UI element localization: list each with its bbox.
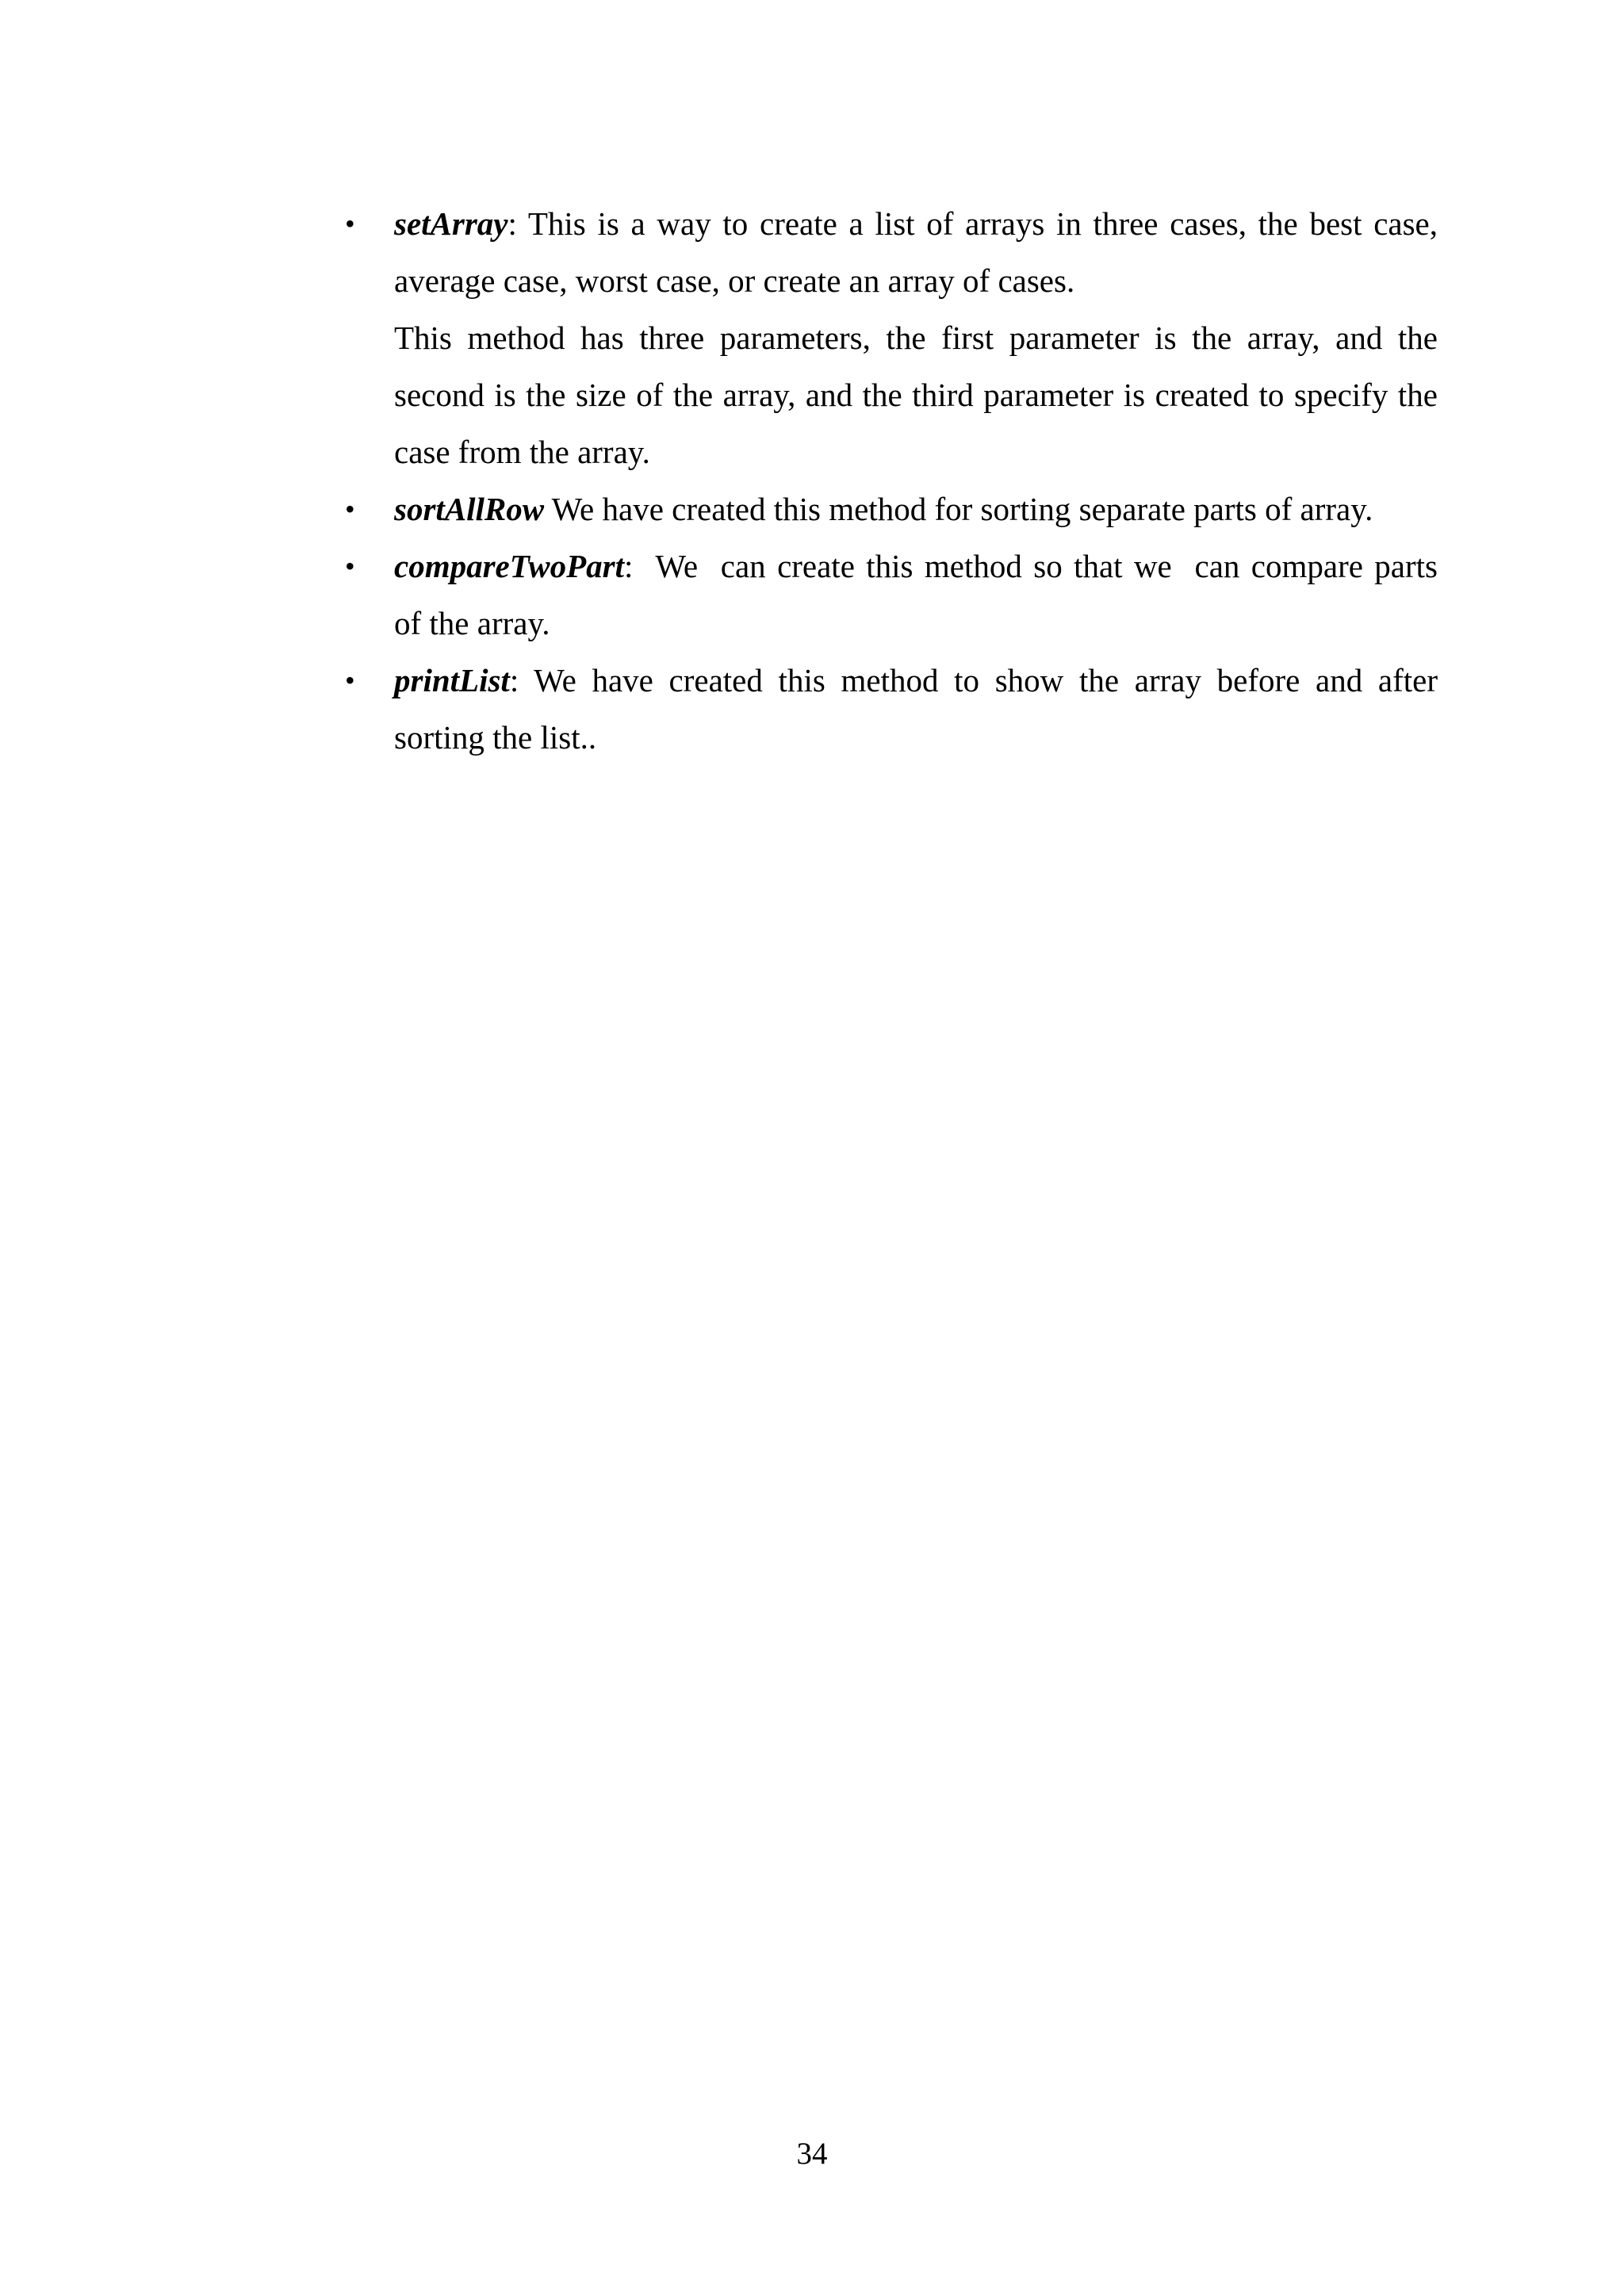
bullet-icon: • xyxy=(345,493,355,525)
item-text xyxy=(394,480,1438,538)
method-name: compareTwoPart xyxy=(394,548,625,584)
bullet-icon: • xyxy=(345,664,355,696)
item-text xyxy=(394,195,1438,309)
method-name: sortAllRow xyxy=(394,491,545,527)
method-name: printList xyxy=(394,662,510,698)
method-continuation: This method has three parameters, the first parameter is the array, and the second is the size of the array, and the third parameter is created to specify the case from the array. xyxy=(394,320,1438,470)
item-text xyxy=(394,652,1438,766)
list-item-comparetwopart xyxy=(345,538,1470,652)
bullet-icon: • xyxy=(345,208,355,239)
list-item-setarray xyxy=(345,195,1438,480)
list-item-printlist xyxy=(345,652,1438,766)
method-name: setArray xyxy=(394,205,508,242)
method-description: We have created this method for sorting separate parts of array. xyxy=(544,491,1373,527)
list-item-sortallrow xyxy=(345,480,1438,538)
page-number: 34 xyxy=(796,2137,828,2171)
method-description: : We have created this method to show the array before and after sorting the list.. xyxy=(394,662,1438,756)
item-text xyxy=(394,538,1470,652)
method-description: : We can create this method so that we can compare parts of the array. xyxy=(394,548,1470,641)
bullet-icon: • xyxy=(345,550,355,582)
method-description: : This is a way to create a list of arrays in three cases, the best case, average case, worst case, or create an array of cases. xyxy=(394,205,1438,299)
method-list xyxy=(345,195,1470,766)
